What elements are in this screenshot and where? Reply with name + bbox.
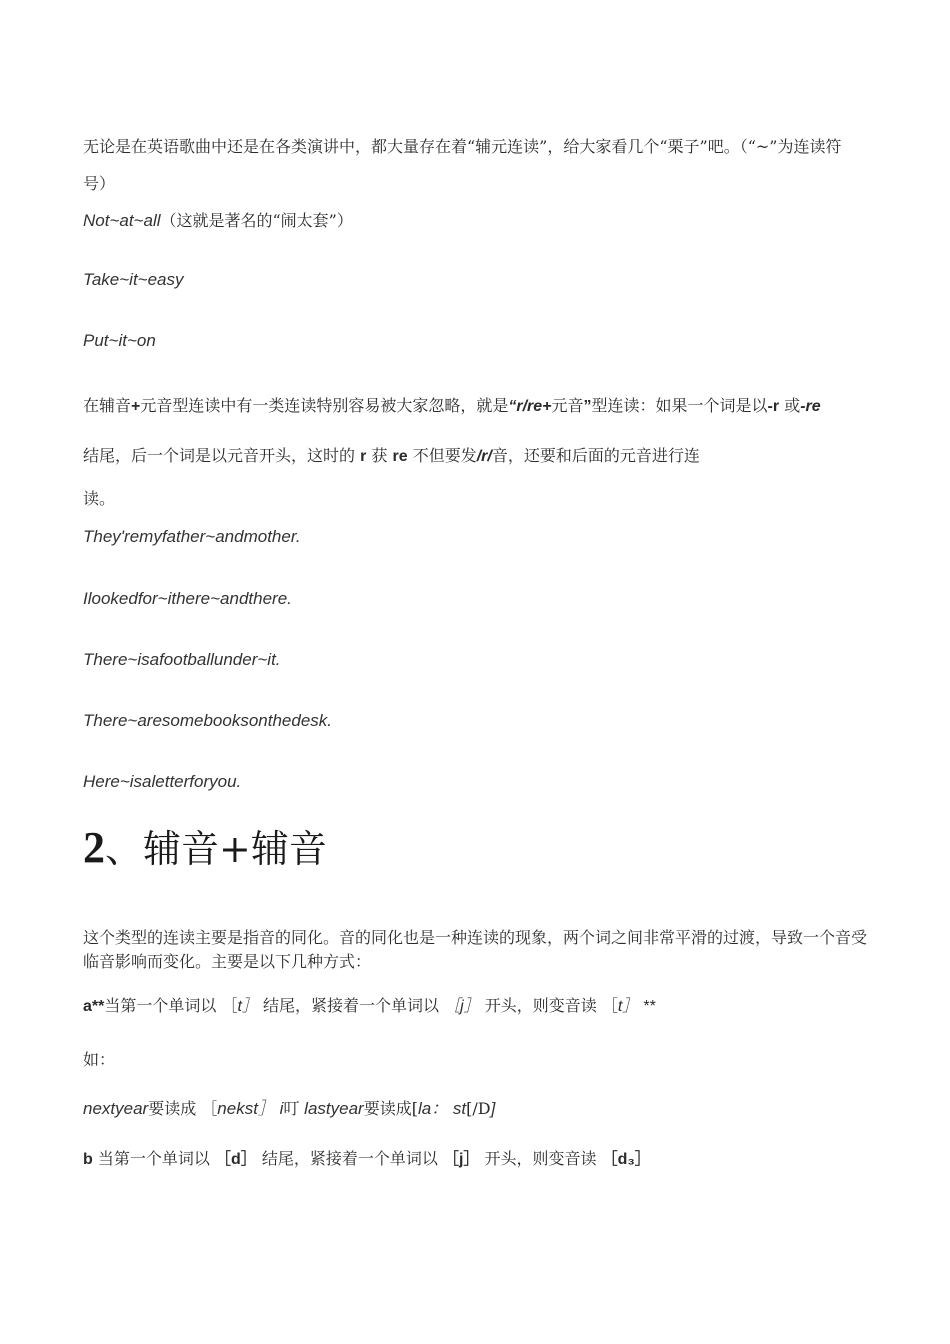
example-line (83, 208, 353, 231)
example-transcription: nextyear要读成 ［nekst］ i叮 lastyear要读成[la： st[/D] (83, 1099, 496, 1118)
example-sentence: There~isafootballunder~it. (83, 650, 281, 669)
rule-a: a**当第一个单词以 ［t］ 结尾，紧接着一个单词以 ［j］ 开头，则变音读 ［t］ ** (83, 996, 656, 1015)
section-heading (83, 818, 327, 873)
example-line: Take~it~easy (83, 270, 184, 289)
example-sentence: Ilookedfor~ithere~andthere. (83, 589, 292, 608)
example-sentence: Here~isaletterforyou. (83, 772, 242, 791)
example-note: （这就是著名的“闹太套”） (160, 211, 353, 230)
section-intro: 这个类型的连读主要是指音的同化。音的同化也是一种连读的现象，两个词之间非常平滑的过渡，导致一个音受临音影响而变化。主要是以下几种方式： (83, 928, 868, 971)
example-line: Put~it~on (83, 331, 156, 350)
example-label: 如： (83, 1050, 116, 1069)
rule-b: b 当第一个单词以 ［d］ 结尾，紧接着一个单词以 ［j］ 开头，则变音读 ［d₃］ (83, 1149, 651, 1168)
example-sentence: There~aresomebooksonthedesk. (83, 711, 333, 730)
rule-line-1: 在辅音+元音型连读中有一类连读特别容易被大家忽略，就是“r/re+元音”型连读：如果一个词是以-r 或-re (83, 396, 821, 415)
rule-line-3: 读。 (83, 489, 116, 508)
example-english: Not~at~all (83, 211, 161, 230)
heading-number: 2 (83, 823, 105, 872)
heading-text: 、辅音+辅音 (105, 827, 327, 871)
intro-paragraph: 无论是在英语歌曲中还是在各类演讲中，都大量存在着“辅元连读”，给大家看几个“栗子”吧。（“~”为连读符号） (83, 137, 842, 193)
example-sentence: They'remyfather~andmother. (83, 527, 301, 546)
rule-line-2: 结尾，后一个词是以元音开头，这时的 r 获 re 不但要发/r/音，还要和后面的元音进行连 (83, 446, 700, 465)
